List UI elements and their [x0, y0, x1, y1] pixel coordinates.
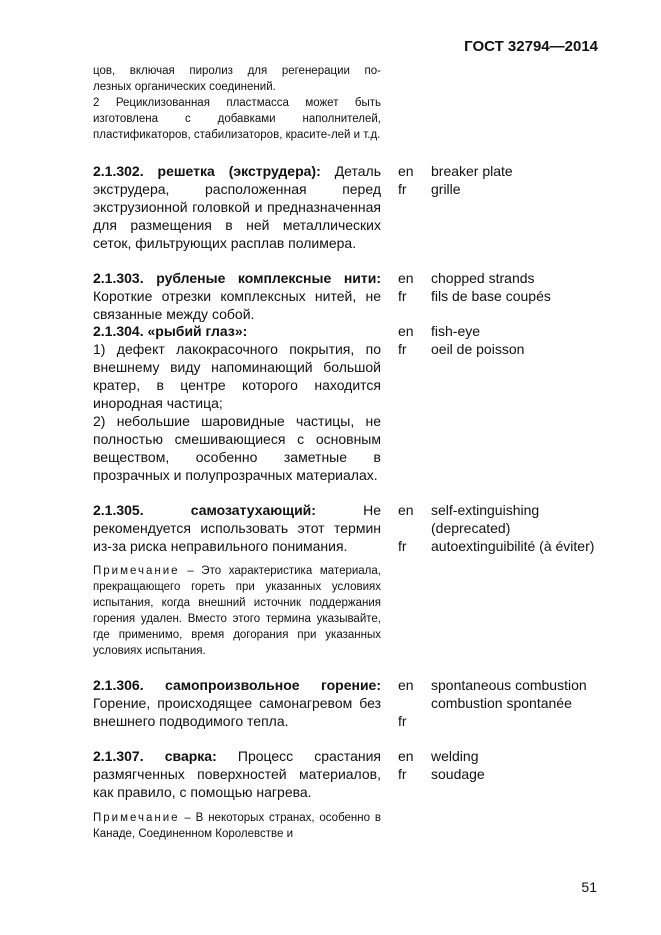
- term-definition: Не рекомендуется использовать этот термин из-за риска неправильного понимания.: [93, 502, 381, 554]
- translations: [431, 747, 598, 783]
- term-name: «рыбий глаз»:: [147, 323, 248, 339]
- term-number: 2.1.303.: [93, 270, 144, 286]
- term-number: 2.1.307.: [93, 748, 144, 764]
- document-standard-header: ГОСТ 32794—2014: [464, 38, 598, 55]
- intro-note-line: цов, включая пиролиз для регенерации по-: [93, 65, 381, 77]
- lang-code-fr: fr: [398, 713, 407, 729]
- translation-fr: grille: [431, 181, 461, 197]
- translation-fr: soudage: [431, 766, 485, 782]
- translation-en: self-extinguishing (deprecated): [431, 502, 540, 536]
- term-number: 2.1.306.: [93, 677, 144, 693]
- term-entry-2-1-302: [93, 162, 381, 252]
- translation-fr: oeil de poisson: [431, 341, 525, 357]
- term-definition: Деталь экструдера, расположенная перед экструзионной головкой и предназначенная для размещения в ней металлических сеток, фильтрующих расплав полимера.: [93, 163, 381, 251]
- lang-code-fr: fr: [398, 341, 407, 357]
- lang-code-en: en: [398, 748, 414, 764]
- term-entry-2-1-306: [93, 676, 381, 730]
- term-definition: 1) дефект лакокрасочного покрытия, по внешнему виду напоминающий большой кратер, в центре которого находится инородная частица;: [93, 341, 381, 411]
- language-codes: [398, 162, 414, 198]
- lang-code-fr: fr: [398, 766, 407, 782]
- term-entry-2-1-305: [93, 501, 381, 555]
- note-text: – В некоторых странах, особенно в Канаде, Соединенном Королевстве и: [93, 812, 381, 840]
- term-number: 2.1.302.: [93, 163, 144, 179]
- intro-note-2: 2 Рециклизованная пластмасса может быть изготовлена с добавками наполнителей, пластификаторов, стабилизаторов, красите-лей и т.д.: [93, 97, 381, 141]
- note-text: – Это характеристика материала, прекращающего гореть при указанных условиях испытания, когда внешний источник поддержания горения удален. Вместо этого термина указывайте, где применимо, время догорания при указанных условиях испытания.: [93, 565, 381, 657]
- translation-en: welding: [431, 748, 479, 764]
- page-number: 51: [581, 879, 597, 895]
- intro-notes: [93, 63, 381, 143]
- term-name: самозатухающий:: [190, 502, 316, 518]
- translation-fr: fils de base coupés: [431, 288, 551, 304]
- language-codes: [398, 676, 414, 730]
- lang-code-en: en: [398, 270, 414, 286]
- term-definition: Процесс срастания размягченных поверхностей материалов, как правило, с помощью нагрева.: [93, 748, 382, 800]
- term-name: самопроизвольное горение:: [165, 677, 382, 693]
- term-entry-2-1-304: [93, 322, 381, 484]
- translation-fr: combustion spontanée: [431, 695, 572, 711]
- term-entry-2-1-303: [93, 269, 381, 323]
- note-label: Примечание: [93, 812, 180, 824]
- lang-code-fr: fr: [398, 181, 407, 197]
- translation-en: spontaneous combustion: [431, 677, 587, 693]
- translations: [431, 501, 598, 555]
- term-note: [93, 810, 381, 842]
- intro-note-line: лезных органических соединений.: [93, 81, 276, 93]
- term-number: 2.1.305.: [93, 502, 144, 518]
- translations: [431, 322, 598, 358]
- lang-code-en: en: [398, 677, 414, 693]
- term-entry-2-1-307: [93, 747, 381, 801]
- note-label: Примечание: [93, 565, 180, 577]
- term-name: решетка (экструдера):: [157, 163, 321, 179]
- lang-code-fr: fr: [398, 288, 407, 304]
- language-codes: [398, 322, 414, 358]
- term-number: 2.1.304.: [93, 323, 144, 339]
- language-codes: [398, 747, 414, 783]
- term-definition: 2) небольшие шаровидные частицы, не полностью смешивающиеся с основным веществом, особенно заметные в прозрачных и полупрозрачных материалах.: [93, 413, 381, 483]
- lang-code-fr: fr: [398, 538, 407, 554]
- language-codes: [398, 269, 414, 305]
- language-codes: [398, 501, 414, 555]
- term-name: сварка:: [164, 748, 217, 764]
- translation-en: fish-eye: [431, 323, 481, 339]
- translations: [431, 162, 598, 198]
- translations: [431, 269, 598, 305]
- term-name: рубленые комплексные нити:: [156, 270, 382, 286]
- term-definition: Горение, происходящее самонагревом без внешнего подводимого тепла.: [93, 695, 381, 729]
- translations: [431, 676, 598, 712]
- term-definition: Короткие отрезки комплексных нитей, не связанные между собой.: [93, 288, 381, 322]
- translation-en: breaker plate: [431, 163, 513, 179]
- term-note: [93, 563, 381, 659]
- translation-fr: autoextinguibilité (à éviter): [431, 538, 595, 554]
- lang-code-en: en: [398, 323, 414, 339]
- translation-en: chopped strands: [431, 270, 535, 286]
- lang-code-en: en: [398, 163, 414, 179]
- lang-code-en: en: [398, 502, 414, 518]
